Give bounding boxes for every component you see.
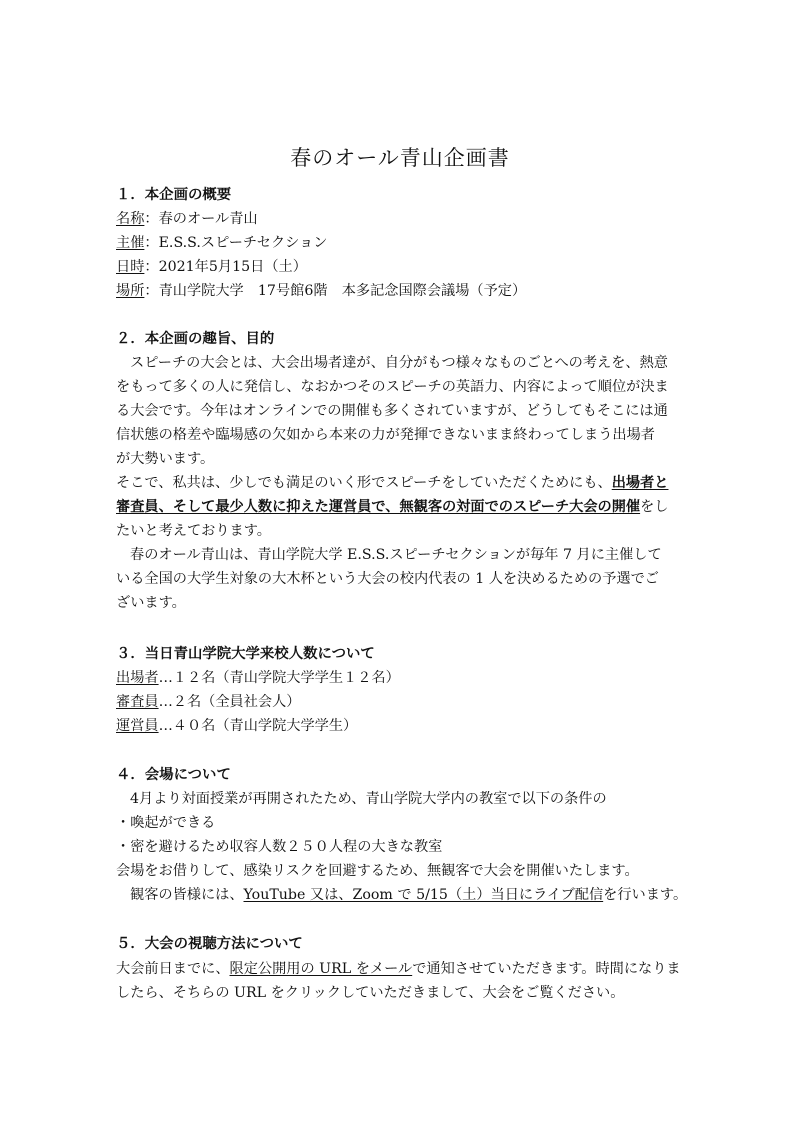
venue-text: 観客の皆様には、 bbox=[130, 887, 244, 903]
purpose-text: をし bbox=[640, 499, 669, 515]
purpose-paragraph-line: をもって多くの人に発信し、なおかつそのスピーチの英語力、内容によって順位が決ま bbox=[116, 379, 669, 395]
venue-paragraph-line: 4月より対面授業が再開されたため、青山学院大学内の教室で以下の条件の bbox=[130, 791, 607, 807]
attendance-row-contestants bbox=[116, 666, 696, 690]
purpose-paragraph-line: ざいます。 bbox=[116, 595, 186, 611]
attendance-row-judges bbox=[116, 690, 696, 714]
overview-value: ：青山学院大学 17号館6階 本多記念国際会議場（予定） bbox=[144, 283, 527, 299]
purpose-paragraph-line: たいと考えております。 bbox=[116, 523, 271, 539]
viewing-paragraph-line: したら、そちらの URL をクリックしていただきまして、大会をご覧ください。 bbox=[116, 985, 625, 1001]
overview-row-organizer bbox=[116, 231, 696, 255]
overview-value: ：春のオール青山 bbox=[144, 211, 258, 227]
overview-row-date bbox=[116, 255, 696, 279]
purpose-emphasis: 審査員、そして最少人数に抑えた運営員で、無観客の対面でのスピーチ大会の開催 bbox=[116, 499, 641, 515]
venue-paragraph-line: 会場をお借りして、感染リスクを回避するため、無観客で大会を開催いたします。 bbox=[116, 863, 639, 879]
document-title: 春のオール青山企画書 bbox=[290, 146, 510, 170]
venue-paragraph-line bbox=[116, 883, 710, 907]
attendance-label: 出場者 bbox=[116, 670, 159, 686]
overview-row-name bbox=[116, 207, 696, 231]
section-5-heading: ５．大会の視聴方法について bbox=[116, 936, 303, 952]
section-4-heading: ４．会場について bbox=[116, 767, 231, 783]
viewing-text: で通知させていただきます。時間になりま bbox=[412, 961, 681, 977]
overview-value: ：2021年5月15日（土） bbox=[144, 259, 307, 275]
purpose-paragraph-line bbox=[116, 495, 696, 519]
overview-label: 名称 bbox=[116, 211, 145, 227]
section-3-heading: ３．当日青山学院大学来校人数について bbox=[116, 646, 375, 662]
attendance-value: …４０名（青山学院大学学生） bbox=[158, 718, 358, 734]
section-1-heading: １．本企画の概要 bbox=[116, 187, 232, 203]
viewing-paragraph-line bbox=[116, 957, 696, 981]
attendance-value: …１２名（青山学院大学学生１２名） bbox=[158, 670, 400, 686]
venue-text: を行います。 bbox=[603, 887, 688, 903]
url-email-note: 限定公開用の URL をメール bbox=[229, 961, 413, 977]
overview-label: 日時 bbox=[116, 259, 145, 275]
purpose-emphasis: 出場者と bbox=[611, 475, 669, 491]
viewing-text: 大会前日までに、 bbox=[116, 961, 230, 977]
attendance-value: …２名（全員社会人） bbox=[158, 694, 301, 710]
overview-label: 場所 bbox=[116, 283, 145, 299]
attendance-label: 審査員 bbox=[116, 694, 159, 710]
attendance-row-staff bbox=[116, 714, 696, 738]
purpose-paragraph-line: 信状態の格差や臨場感の欠如から本来の力が発揮できないまま終わってしまう出場者 bbox=[116, 427, 655, 443]
purpose-text: そこで、私共は、少しでも満足のいく形でスピーチをしていただくためにも、 bbox=[116, 475, 612, 491]
livestream-note: YouTube 又は、Zoom で 5/15（土）当日にライブ配信 bbox=[243, 887, 604, 903]
overview-label: 主催 bbox=[116, 235, 145, 251]
purpose-paragraph-line bbox=[116, 471, 696, 495]
overview-row-venue bbox=[116, 279, 696, 303]
purpose-paragraph-line: が大勢います。 bbox=[116, 451, 215, 467]
venue-condition-item: ・密を避けるため収容人数２５０人程の大きな教室 bbox=[116, 839, 443, 855]
venue-condition-item: ・喚起ができる bbox=[116, 815, 216, 831]
purpose-paragraph-line: る大会です。今年はオンラインでの開催も多くされていますが、どうしてもそこには通 bbox=[116, 403, 668, 419]
purpose-paragraph-line: いる全国の大学生対象の大木杯という大会の校内代表の 1 人を決めるための予選でご bbox=[116, 571, 659, 587]
purpose-paragraph-line: スピーチの大会とは、大会出場者達が、自分がもつ様々なものごとへの考えを、熱意 bbox=[130, 355, 668, 371]
purpose-paragraph-line: 春のオール青山は、青山学院大学 E.S.S.スピーチセクションが毎年 7 月に主催して bbox=[130, 547, 662, 563]
attendance-label: 運営員 bbox=[116, 718, 159, 734]
section-2-heading: ２．本企画の趣旨、目的 bbox=[116, 331, 275, 347]
overview-value: ：E.S.S.スピーチセクション bbox=[144, 235, 328, 251]
